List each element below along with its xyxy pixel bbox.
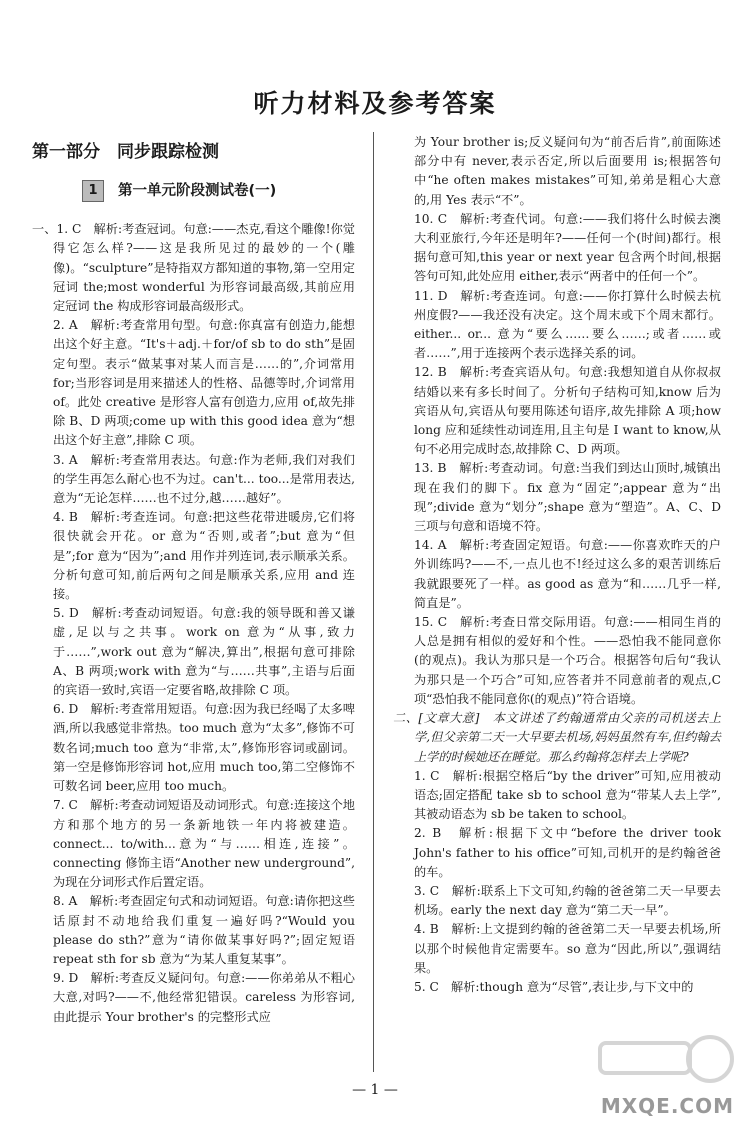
answer-p2-q4: 4. B 解析:上文提到约翰的爸爸第二天一早要去机场,所以那个时候他肯定需要车。so 意为“因此,所以”,强调结果。	[414, 922, 721, 975]
watermark-text: MXQE.COM	[600, 1094, 734, 1118]
answer-p2-q1: 1. C 解析:根据空格后“by the driver”可知,应用被动语态;固定搭配 take sb to school 意为“带某人去上学”,其被动语态为 sb be taken to school。	[414, 768, 721, 822]
answer-q11: 11. D 解析:考查连词。句意:——你打算什么时候去杭州度假?——我还没有决定。这个周末或下个周末都行。either... or... 意为“要么……要么……;或者……或者……”,用于连接两个表示选择关系的词。	[414, 288, 721, 361]
unit-badge: 1	[82, 180, 104, 202]
answer-q3: 3. A 解析:考查常用表达。句意:作为老师,我们对我们的学生再怎么耐心也不为过。can't... too...是常用表达,意为“无论怎样……也不过分,越……越好”。	[53, 452, 355, 506]
answer-q9: 9. D 解析:考查反义疑问句。句意:——你弟弟从不粗心大意,对吗?——不,他经常犯错误。careless 为形容词,由此提示 Your brother's 的完整形式应	[53, 971, 355, 1024]
page-title: 听力材料及参考答案	[253, 89, 497, 118]
answer-q14: 14. A 解析:考查固定短语。句意:——你喜欢昨天的户外训练吗?——不,一点儿也不!经过这么多的艰苦训练后我就跟要死了一样。as good as 意为“和……几乎一样,简直是”。	[414, 538, 721, 610]
column-divider	[373, 132, 374, 1072]
answer-q13: 13. B 解析:考查动词。句意:当我们到达山顶时,城镇出现在我们的脚下。fix 意为“固定”;appear 意为“出现”;divide 意为“划分”;shape 意为“塑造”。A、C、D 三项与句意和语境不符。	[414, 461, 721, 534]
answer-q5: 5. D 解析:考查动词短语。句意:我的领导既和善又谦虚,足以与之共事。work on 意为“从事,致力于……”,work out 意为“解决,算出”,根据句意可排除 A、B 两项;work with 意为“与……共事”,主语与后面的宾语一致时,宾语一定要省略,故排除 C 项。	[53, 606, 355, 698]
answer-q9-continued: 为 Your brother is;反义疑问句为“前否后肯”,前面陈述部分中有 never,表示否定,所以后面要用 is;根据答句中“he often makes mistakes”可知,弟弟是粗心大意的,用 Yes 表示“不”。	[414, 135, 721, 207]
answer-q4: 4. B 解析:考查连词。句意:把这些花带进暖房,它们将很快就会开花。or 意为“否则,或者”;but 意为“但是”;for 意为“因为”;and 用作并列连词,表示顺承关系。分析句意可知,前后两句之间是顺承关系,应用 and 连接。	[53, 510, 355, 602]
answer-q12: 12. B 解析:考查宾语从句。句意:我想知道自从你叔叔结婚以来有多长时间了。分析句子结构可知,know 后为宾语从句,宾语从句要用陈述句语序,故先排除 A 项;how long 应和延续性动词连用,且主句是 I want to know,从句不必用完成时态,故排除 C、D 两项。	[414, 365, 721, 457]
unit-heading	[82, 180, 355, 202]
passage-summary: 二、[文章大意] 本文讲述了约翰通常由父亲的司机送去上学,但父亲第二天一大早要去机场,妈妈虽然有车,但约翰去上学的时候她还在睡觉。那么约翰将怎样去上学呢?	[393, 711, 721, 764]
page-number: — 1 —	[352, 1082, 398, 1098]
answer-p2-q5: 5. C 解析:though 意为“尽管”,表让步,与下文中的	[414, 979, 694, 994]
answer-q15: 15. C 解析:考查日常交际用语。句意:——相同生肖的人总是拥有相似的爱好和个性。——恐怕我不能同意你(的观点)。我认为那只是一个巧合。根据答句后句“我认为那只是一个巧合”可知,应答者并不同意前者的观点,C 项“恐怕我不能同意你(的观点)”符合语境。	[414, 615, 721, 706]
answer-p2-q3: 3. C 解析:联系上下文可知,约翰的爸爸第二天一早要去机场。early the next day 意为“第二天一早”。	[414, 883, 721, 918]
answer-q6: 6. D 解析:考查常用短语。句意:因为我已经喝了太多啤酒,所以我感觉非常热。too much 意为“太多”,修饰不可数名词;much too 意为“非常,太”,修饰形容词或副词。第一空是修饰形容词 hot,应用 much too,第二空修饰不可数名词 beer,应用 too much。	[53, 702, 355, 794]
answer-q7: 7. C 解析:考查动词短语及动词形式。句意:连接这个地方和那个地方的另一条新地铁一年内将被建造。connect... to/with...意为“与……相连,连接”。connecting 修饰主语“Another new underground”,为现在分词形式作后置定语。	[53, 798, 355, 890]
answer-q1: 一、1. C 解析:考查冠词。句意:——杰克,看这个雕像!你觉得它怎么样?——这是我所见过的最妙的一个(雕像)。“sculpture”是特指双方都知道的事物,第一空用定冠词 the;most wonderful 为形容词最高级,其前应用定冠词 the 构成形容词最高级形式。	[32, 222, 355, 314]
answer-q10: 10. C 解析:考查代词。句意:——我们将什么时候去澳大利亚旅行,今年还是明年?——任何一个(时间)都行。根据句意可知,this year or next year 包含两个时间,根据答句可知,此处应用 either,表示“两者中的任何一个”。	[414, 211, 721, 284]
answer-q2: 2. A 解析:考查常用句型。句意:你真富有创造力,能想出这个好主意。“It's＋adj.＋for/of sb to do sth”是固定句型。表示“做某事对某人而言是……的”,介词常用 for;当形容词是用来描述人的性格、品德等时,介词常用 of。此处 creative 是形容人富有创造力,应用 of,故先排除 B、D 两项;come up with this good idea 意为“想出这个好主意”,排除 C 项。	[53, 318, 355, 448]
unit-title: 第一单元阶段测试卷(一)	[118, 182, 277, 199]
section-heading: 第一部分 同步跟踪检测	[32, 142, 219, 162]
answer-p2-q2: 2. B 解析:根据下文中“before the driver took John's father to his office”可知,司机开的是约翰爸爸的车。	[414, 826, 721, 879]
answer-q8: 8. A 解析:考查固定句式和动词短语。句意:请你把这些话原封不动地给我们重复一遍好吗?“Would you please do sth?”意为“请你做某事好吗?”;固定短语 repeat sth for sb 意为“为某人重复某事”。	[53, 894, 355, 966]
right-column	[393, 133, 721, 997]
left-column	[32, 143, 355, 1027]
